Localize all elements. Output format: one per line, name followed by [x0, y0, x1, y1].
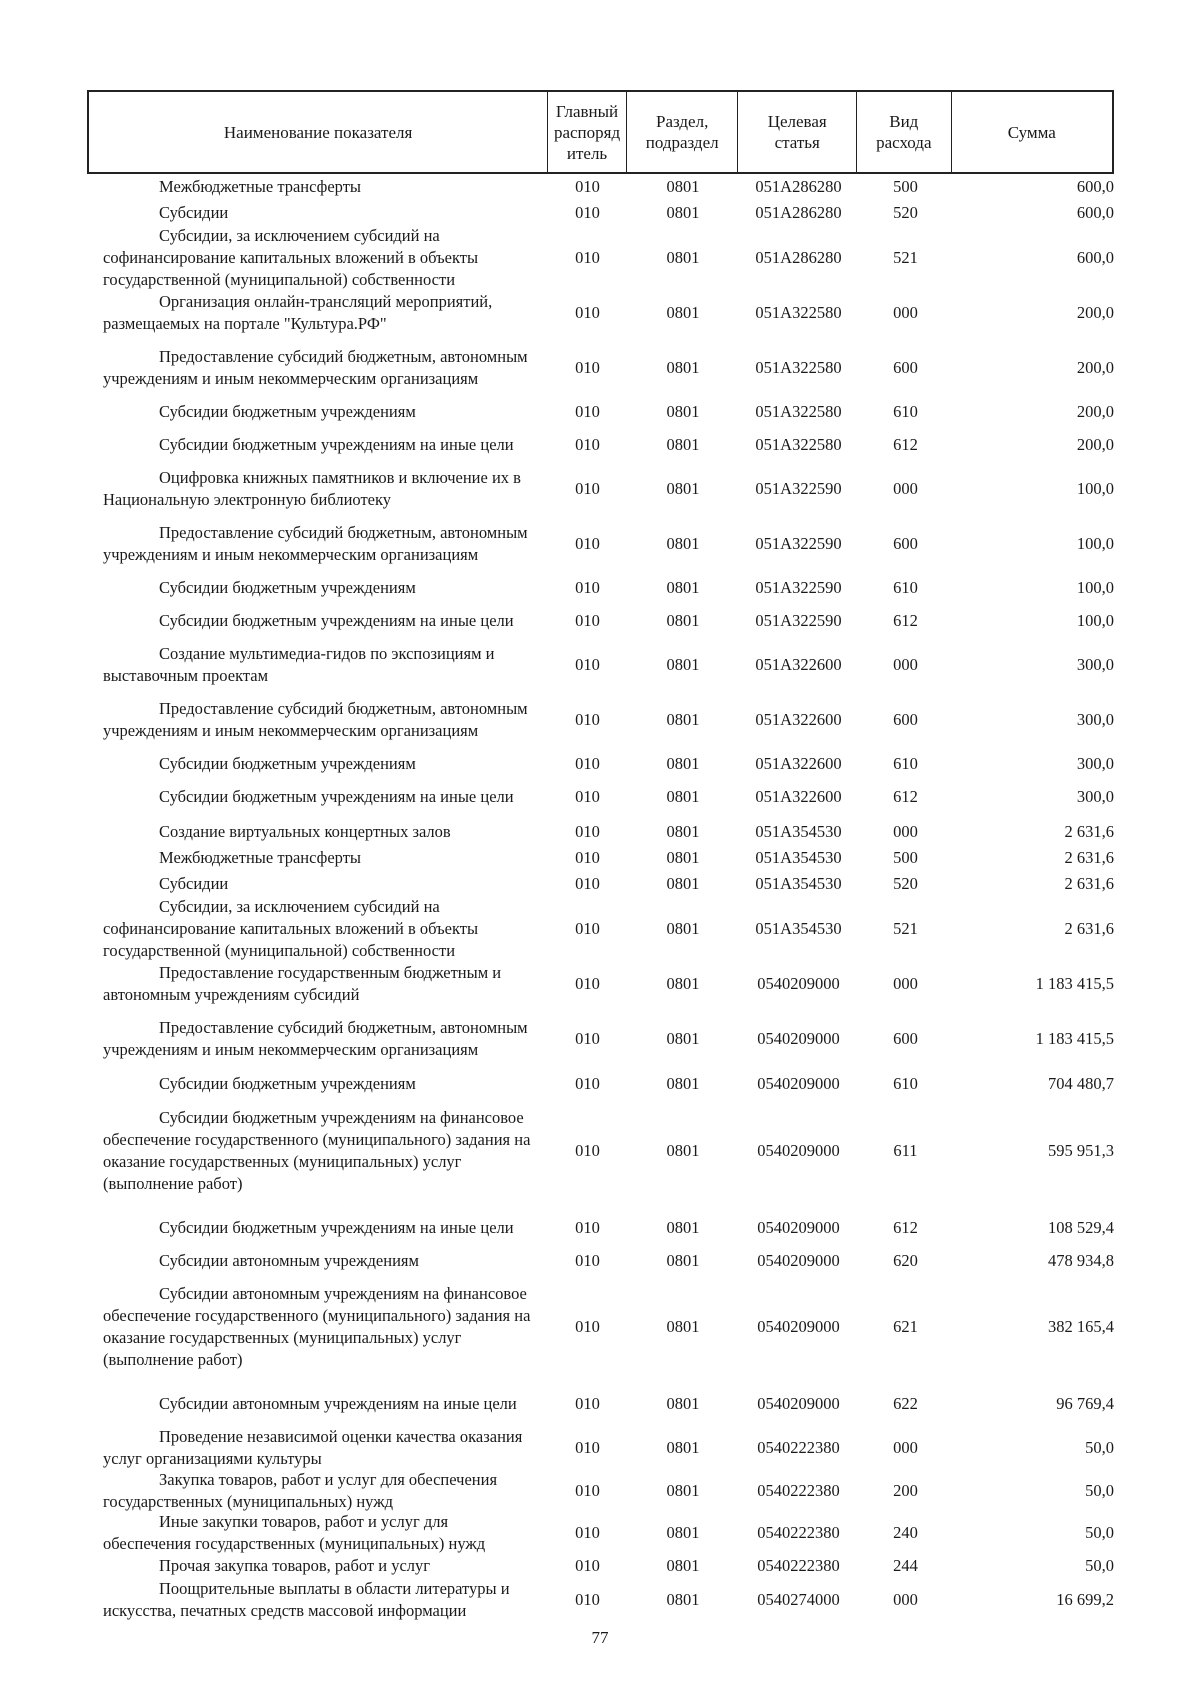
row-name: Субсидии бюджетным учреждениям — [159, 578, 416, 597]
row-celevaya: 051A322590 — [755, 611, 842, 630]
table-row — [87, 896, 1114, 962]
row-razdel: 0801 — [666, 1029, 700, 1048]
row-celevaya: 051A322590 — [755, 479, 842, 498]
header-summa: Сумма — [1007, 122, 1056, 142]
row-glavny: 010 — [575, 248, 600, 267]
row-razdel: 0801 — [666, 1556, 700, 1575]
row-razdel: 0801 — [666, 578, 700, 597]
row-summa: 300,0 — [1076, 787, 1114, 806]
row-celevaya: 0540209000 — [757, 974, 840, 993]
row-vid: 520 — [893, 202, 918, 222]
row-name: Субсидии автономным учреждениям на иные цели — [159, 1394, 517, 1413]
row-summa: 50,0 — [1085, 1523, 1114, 1542]
row-vid: 612 — [893, 435, 918, 454]
row-celevaya: 0540222380 — [757, 1523, 840, 1542]
row-summa: 704 480,7 — [1048, 1074, 1114, 1093]
row-vid: 600 — [893, 534, 918, 553]
row-celevaya: 0540209000 — [757, 1394, 840, 1413]
row-razdel: 0801 — [666, 248, 700, 267]
row-glavny: 010 — [575, 1029, 600, 1048]
table-row — [87, 1072, 1114, 1096]
row-vid: 612 — [893, 611, 918, 630]
row-summa: 2 631,6 — [1064, 873, 1114, 893]
row-summa: 600,0 — [1076, 248, 1114, 267]
row-razdel: 0801 — [666, 435, 700, 454]
row-name: Субсидии, за исключением субсидий на софинансирование капитальных вложений в объекты государственной (муниципальной) собственности — [103, 897, 479, 960]
row-celevaya: 0540222380 — [757, 1438, 840, 1457]
row-glavny: 010 — [575, 1074, 600, 1093]
header-glavny: Главный распоряд итель — [548, 92, 627, 172]
row-summa: 50,0 — [1085, 1556, 1114, 1575]
row-glavny: 010 — [575, 1394, 600, 1413]
table-row — [87, 200, 1114, 225]
row-razdel: 0801 — [666, 534, 700, 553]
row-summa: 1 183 415,5 — [1035, 974, 1114, 993]
row-summa: 2 631,6 — [1064, 919, 1114, 938]
row-summa: 300,0 — [1076, 754, 1114, 773]
row-summa: 300,0 — [1076, 655, 1114, 674]
row-vid: 600 — [893, 358, 918, 377]
row-celevaya: 0540209000 — [757, 1317, 840, 1336]
row-glavny: 010 — [575, 611, 600, 630]
row-razdel: 0801 — [666, 1074, 700, 1093]
row-celevaya: 051A322600 — [755, 754, 842, 773]
row-celevaya: 051A354530 — [755, 873, 842, 893]
row-razdel: 0801 — [666, 1251, 700, 1270]
row-glavny: 010 — [575, 822, 600, 841]
row-vid: 610 — [893, 578, 918, 597]
row-vid: 610 — [893, 402, 918, 421]
table-row — [87, 753, 1114, 775]
row-summa: 200,0 — [1076, 402, 1114, 421]
row-vid: 610 — [893, 754, 918, 773]
row-razdel: 0801 — [666, 974, 700, 993]
row-summa: 50,0 — [1085, 1438, 1114, 1457]
table-row — [87, 1554, 1114, 1578]
row-celevaya: 051A322600 — [755, 710, 842, 729]
row-summa: 200,0 — [1076, 435, 1114, 454]
table-row — [87, 687, 1114, 753]
row-name: Предоставление субсидий бюджетным, автономным учреждениям и иным некоммерческим организациям — [103, 523, 528, 564]
row-razdel: 0801 — [666, 848, 700, 867]
row-glavny: 010 — [575, 1251, 600, 1270]
row-glavny: 010 — [575, 1141, 600, 1160]
row-celevaya: 051A322590 — [755, 578, 842, 597]
row-celevaya: 051A286280 — [755, 202, 842, 222]
row-name: Субсидии автономным учреждениям на финансовое обеспечение государственного (муниципального) задания на оказание государственных (муниципальных) услуг (выполнение работ) — [103, 1284, 531, 1369]
table-row — [87, 401, 1114, 423]
row-name: Субсидии бюджетным учреждениям — [159, 402, 416, 421]
row-name: Создание мультимедиа-гидов по экспозициям и выставочным проектам — [103, 644, 495, 685]
row-celevaya: 0540209000 — [757, 1029, 840, 1048]
row-vid: 520 — [893, 873, 918, 893]
table-row — [87, 962, 1114, 1006]
table-row — [87, 1578, 1114, 1622]
row-name: Предоставление субсидий бюджетным, автономным учреждениям и иным некоммерческим организациям — [103, 1018, 528, 1059]
row-summa: 600,0 — [1076, 202, 1114, 222]
row-vid: 610 — [893, 1074, 918, 1093]
table-row — [87, 1426, 1114, 1470]
row-summa: 200,0 — [1076, 358, 1114, 377]
row-vid: 600 — [893, 710, 918, 729]
row-vid: 000 — [893, 822, 918, 841]
row-celevaya: 051A286280 — [755, 177, 842, 196]
row-razdel: 0801 — [666, 710, 700, 729]
row-glavny: 010 — [575, 435, 600, 454]
table-row — [87, 1006, 1114, 1072]
row-razdel: 0801 — [666, 202, 700, 222]
row-razdel: 0801 — [666, 873, 700, 893]
row-glavny: 010 — [575, 402, 600, 421]
row-glavny: 010 — [575, 919, 600, 938]
header-razdel: Раздел, подраздел — [627, 92, 739, 172]
row-summa: 100,0 — [1076, 578, 1114, 597]
row-vid: 521 — [893, 919, 918, 938]
row-summa: 108 529,4 — [1048, 1218, 1114, 1237]
table-row — [87, 871, 1114, 896]
row-vid: 620 — [893, 1251, 918, 1270]
table-row — [87, 845, 1114, 871]
row-summa: 600,0 — [1076, 177, 1114, 196]
row-name: Субсидии, за исключением субсидий на софинансирование капитальных вложений в объекты государственной (муниципальной) собственности — [103, 226, 479, 289]
row-name: Субсидии бюджетным учреждениям на иные цели — [159, 435, 514, 454]
row-glavny: 010 — [575, 1317, 600, 1336]
row-glavny: 010 — [575, 710, 600, 729]
row-glavny: 010 — [575, 1218, 600, 1237]
table-row — [87, 599, 1114, 643]
row-vid: 612 — [893, 1218, 918, 1237]
table-row — [87, 819, 1114, 845]
row-summa: 1 183 415,5 — [1035, 1029, 1114, 1048]
row-celevaya: 0540209000 — [757, 1251, 840, 1270]
row-celevaya: 0540209000 — [757, 1218, 840, 1237]
row-celevaya: 0540209000 — [757, 1074, 840, 1093]
row-summa: 100,0 — [1076, 611, 1114, 630]
table-row — [87, 643, 1114, 687]
row-glavny: 010 — [575, 1523, 600, 1542]
header-vid: Вид расхода — [857, 92, 952, 172]
row-glavny: 010 — [575, 534, 600, 553]
row-razdel: 0801 — [666, 177, 700, 196]
row-vid: 000 — [893, 655, 918, 674]
row-glavny: 010 — [575, 848, 600, 867]
row-name: Субсидии — [159, 873, 229, 893]
row-glavny: 010 — [575, 1590, 600, 1609]
row-razdel: 0801 — [666, 358, 700, 377]
table-row — [87, 225, 1114, 291]
row-razdel: 0801 — [666, 919, 700, 938]
table-row — [87, 577, 1114, 599]
row-vid: 611 — [893, 1141, 918, 1160]
row-glavny: 010 — [575, 202, 600, 222]
row-summa: 50,0 — [1085, 1481, 1114, 1500]
row-summa: 96 769,4 — [1056, 1394, 1114, 1413]
row-celevaya: 051A286280 — [755, 248, 842, 267]
row-vid: 000 — [893, 1438, 918, 1457]
row-name: Закупка товаров, работ и услуг для обеспечения государственных (муниципальных) нужд — [103, 1470, 498, 1511]
row-glavny: 010 — [575, 873, 600, 893]
header-name: Наименование показателя — [89, 92, 548, 172]
row-summa: 2 631,6 — [1064, 822, 1114, 841]
row-summa: 595 951,3 — [1048, 1141, 1114, 1160]
table-row — [87, 467, 1114, 511]
table-row — [87, 1470, 1114, 1512]
row-razdel: 0801 — [666, 1394, 700, 1413]
row-name: Субсидии бюджетным учреждениям — [159, 754, 416, 773]
row-razdel: 0801 — [666, 1523, 700, 1542]
row-name: Иные закупки товаров, работ и услуг для обеспечения государственных (муниципальных) нужд — [103, 1512, 486, 1553]
row-glavny: 010 — [575, 655, 600, 674]
row-razdel: 0801 — [666, 303, 700, 322]
row-razdel: 0801 — [666, 1317, 700, 1336]
row-razdel: 0801 — [666, 1141, 700, 1160]
row-celevaya: 0540222380 — [757, 1556, 840, 1575]
row-celevaya: 051A322580 — [755, 402, 842, 421]
table-row — [87, 291, 1114, 335]
header-celevaya: Целевая статья — [738, 92, 857, 172]
row-razdel: 0801 — [666, 479, 700, 498]
row-razdel: 0801 — [666, 754, 700, 773]
row-summa: 300,0 — [1076, 710, 1114, 729]
row-name: Межбюджетные трансферты — [159, 177, 362, 196]
row-vid: 621 — [893, 1317, 918, 1336]
row-name: Прочая закупка товаров, работ и услуг — [159, 1556, 431, 1575]
row-vid: 244 — [893, 1556, 918, 1575]
row-glavny: 010 — [575, 1556, 600, 1575]
table-row — [87, 1512, 1114, 1554]
table-row — [87, 174, 1114, 200]
row-razdel: 0801 — [666, 1590, 700, 1609]
page-number: 77 — [591, 1628, 609, 1647]
row-glavny: 010 — [575, 974, 600, 993]
table-body — [87, 174, 1114, 1622]
row-glavny: 010 — [575, 177, 600, 196]
row-name: Поощрительные выплаты в области литературы и искусства, печатных средств массовой информации — [103, 1579, 510, 1620]
table-row — [87, 1382, 1114, 1426]
row-vid: 500 — [893, 848, 918, 867]
table-row — [87, 1250, 1114, 1272]
row-celevaya: 0540209000 — [757, 1141, 840, 1160]
row-razdel: 0801 — [666, 1438, 700, 1457]
table-row — [87, 1206, 1114, 1250]
row-summa: 16 699,2 — [1056, 1590, 1114, 1609]
row-name: Предоставление субсидий бюджетным, автономным учреждениям и иным некоммерческим организациям — [103, 347, 528, 388]
row-summa: 200,0 — [1076, 303, 1114, 322]
row-name: Субсидии бюджетным учреждениям на иные цели — [159, 1218, 514, 1237]
table-row — [87, 511, 1114, 577]
row-glavny: 010 — [575, 754, 600, 773]
row-glavny: 010 — [575, 1438, 600, 1457]
row-celevaya: 0540274000 — [757, 1590, 840, 1609]
row-vid: 612 — [893, 787, 918, 806]
row-celevaya: 051A322580 — [755, 358, 842, 377]
row-name: Межбюджетные трансферты — [159, 848, 362, 867]
row-vid: 000 — [893, 303, 918, 322]
row-name: Организация онлайн-трансляций мероприятий, размещаемых на портале "Культура.РФ" — [103, 292, 493, 333]
row-name: Субсидии бюджетным учреждениям на иные цели — [159, 787, 514, 806]
row-summa: 382 165,4 — [1048, 1317, 1114, 1336]
row-glavny: 010 — [575, 787, 600, 806]
row-summa: 100,0 — [1076, 534, 1114, 553]
table-row — [87, 775, 1114, 819]
row-name: Субсидии автономным учреждениям — [159, 1251, 419, 1270]
row-celevaya: 051A322580 — [755, 435, 842, 454]
row-name: Субсидии — [159, 202, 229, 222]
row-summa: 100,0 — [1076, 479, 1114, 498]
row-glavny: 010 — [575, 1481, 600, 1500]
row-celevaya: 051A322590 — [755, 534, 842, 553]
row-razdel: 0801 — [666, 402, 700, 421]
table-row — [87, 423, 1114, 467]
row-vid: 000 — [893, 974, 918, 993]
row-summa: 478 934,8 — [1048, 1251, 1114, 1270]
row-name: Субсидии бюджетным учреждениям на финансовое обеспечение государственного (муниципального) задания на оказание государственных (муниципальных) услуг (выполнение работ) — [103, 1108, 531, 1193]
row-vid: 000 — [893, 479, 918, 498]
row-razdel: 0801 — [666, 655, 700, 674]
row-vid: 600 — [893, 1029, 918, 1048]
row-name: Оцифровка книжных памятников и включение их в Национальную электронную библиотеку — [103, 468, 521, 509]
row-name: Субсидии бюджетным учреждениям на иные цели — [159, 611, 514, 630]
table-header — [87, 90, 1114, 174]
row-name: Создание виртуальных концертных залов — [159, 822, 451, 841]
row-glavny: 010 — [575, 479, 600, 498]
table-row — [87, 1272, 1114, 1382]
table-row — [87, 335, 1114, 401]
row-razdel: 0801 — [666, 787, 700, 806]
row-celevaya: 051A354530 — [755, 848, 842, 867]
row-summa: 2 631,6 — [1064, 848, 1114, 867]
row-vid: 622 — [893, 1394, 918, 1413]
row-name: Предоставление государственным бюджетным и автономным учреждениям субсидий — [103, 963, 502, 1004]
row-vid: 000 — [893, 1590, 918, 1609]
row-vid: 500 — [893, 177, 918, 196]
row-celevaya: 051A354530 — [755, 919, 842, 938]
row-celevaya: 0540222380 — [757, 1481, 840, 1500]
row-glavny: 010 — [575, 578, 600, 597]
row-celevaya: 051A322600 — [755, 655, 842, 674]
row-celevaya: 051A322580 — [755, 303, 842, 322]
row-razdel: 0801 — [666, 1218, 700, 1237]
row-razdel: 0801 — [666, 822, 700, 841]
row-vid: 521 — [893, 248, 918, 267]
table-row — [87, 1096, 1114, 1206]
row-name: Проведение независимой оценки качества оказания услуг организациями культуры — [103, 1427, 523, 1468]
row-glavny: 010 — [575, 358, 600, 377]
row-vid: 240 — [893, 1523, 918, 1542]
row-vid: 200 — [893, 1481, 918, 1500]
row-name: Субсидии бюджетным учреждениям — [159, 1074, 416, 1093]
row-name: Предоставление субсидий бюджетным, автономным учреждениям и иным некоммерческим организациям — [103, 699, 528, 740]
row-celevaya: 051A322600 — [755, 787, 842, 806]
row-razdel: 0801 — [666, 611, 700, 630]
row-razdel: 0801 — [666, 1481, 700, 1500]
row-glavny: 010 — [575, 303, 600, 322]
row-celevaya: 051A354530 — [755, 822, 842, 841]
